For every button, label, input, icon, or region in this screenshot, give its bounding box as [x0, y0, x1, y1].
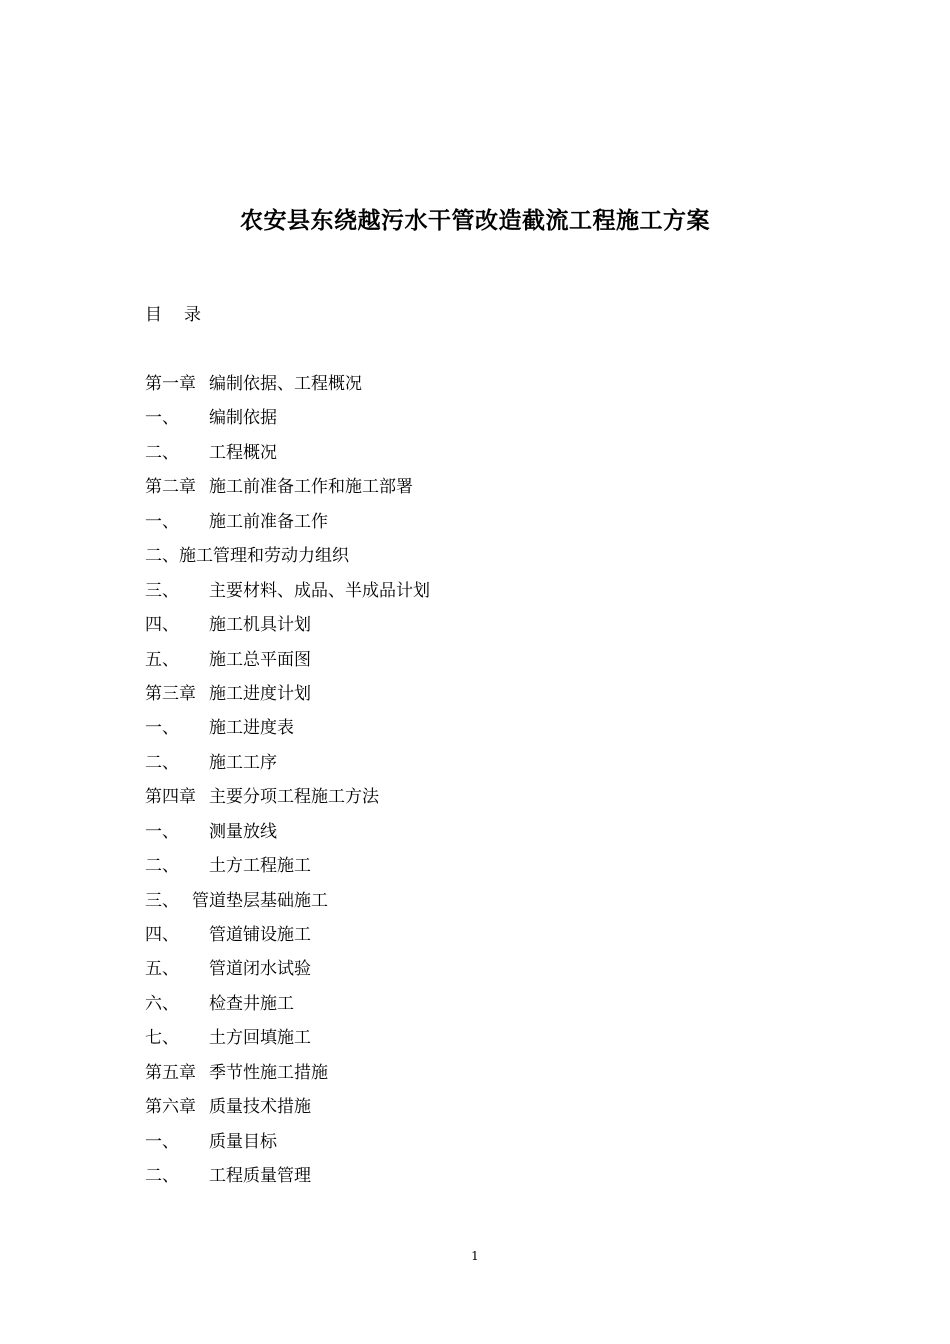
- document-title: 农安县东绕越污水干管改造截流工程施工方案: [240, 207, 710, 234]
- toc-item[interactable]: [145, 403, 430, 437]
- toc-item-text: 施工进度计划: [209, 683, 311, 704]
- toc-item[interactable]: [145, 438, 430, 472]
- page-number: 1: [471, 1249, 479, 1263]
- toc-item-number: 四、: [145, 615, 179, 636]
- toc-item-text: 施工总平面图: [209, 649, 311, 670]
- toc-item-text: 施工机具计划: [209, 615, 311, 636]
- toc-item-text: 施工进度表: [209, 718, 294, 739]
- toc-item-number: 第六章: [145, 1097, 196, 1118]
- toc-item-text: 管道铺设施工: [209, 925, 311, 945]
- toc-item[interactable]: [145, 369, 430, 403]
- toc-item-text: 季节性施工措施: [209, 1062, 328, 1083]
- toc-item[interactable]: [145, 1023, 430, 1057]
- toc-item-number: 一、: [145, 408, 179, 429]
- toc-item-text: 检查井施工: [209, 993, 294, 1014]
- toc-item[interactable]: [145, 1092, 430, 1126]
- toc-item-number: 第五章: [145, 1062, 196, 1083]
- toc-item-number: 第二章: [145, 477, 196, 498]
- toc-item-number: 二、: [145, 442, 179, 463]
- table-of-contents: [145, 369, 430, 1196]
- toc-item-number: 二、: [145, 752, 179, 773]
- toc-item[interactable]: [145, 507, 430, 541]
- toc-item-text: 土方回填施工: [209, 1028, 311, 1049]
- toc-item[interactable]: [145, 679, 430, 713]
- toc-item-number: 六、: [145, 993, 179, 1014]
- toc-item-text: 管道垫层基础施工: [192, 890, 328, 911]
- toc-item[interactable]: [145, 1161, 430, 1195]
- toc-heading: [145, 300, 201, 330]
- toc-item[interactable]: [145, 817, 430, 851]
- toc-item[interactable]: [145, 472, 430, 506]
- toc-item-number: 四、: [145, 925, 179, 945]
- toc-item-number: 三、: [145, 580, 179, 601]
- toc-item-text: 质量技术措施: [209, 1097, 311, 1118]
- toc-item[interactable]: [145, 576, 430, 610]
- toc-item-text: 施工前准备工作和施工部署: [209, 477, 413, 498]
- toc-item-number: 第一章: [145, 374, 196, 394]
- toc-item-text: 质量目标: [209, 1131, 277, 1152]
- toc-item[interactable]: [145, 748, 430, 782]
- toc-item[interactable]: [145, 886, 430, 920]
- toc-item[interactable]: [145, 851, 430, 885]
- toc-item-number: 二、: [145, 856, 179, 877]
- toc-item-number: 五、: [145, 649, 179, 670]
- toc-item-number: 一、: [145, 511, 179, 532]
- toc-item-number: 三、: [145, 890, 179, 911]
- toc-item-number: 第三章: [145, 683, 196, 704]
- toc-item[interactable]: [145, 1127, 430, 1161]
- toc-item-text: 土方工程施工: [209, 856, 311, 877]
- toc-item-text: 管道闭水试验: [209, 959, 311, 980]
- toc-item-number: 一、: [145, 821, 179, 842]
- toc-item-number: 一、: [145, 718, 179, 739]
- toc-item-text: 编制依据: [209, 408, 277, 429]
- toc-item-number: 五、: [145, 959, 179, 980]
- toc-heading-right: 录: [184, 305, 201, 325]
- toc-item-number: 一、: [145, 1131, 179, 1152]
- toc-item-number: 二、: [145, 546, 179, 567]
- toc-heading-left: 目: [145, 305, 162, 325]
- toc-item-number: 七、: [145, 1028, 179, 1049]
- toc-item[interactable]: [145, 989, 430, 1023]
- toc-item-text: 主要材料、成品、半成品计划: [209, 580, 430, 601]
- toc-item[interactable]: [145, 610, 430, 644]
- toc-item[interactable]: [145, 782, 430, 816]
- toc-item[interactable]: [145, 541, 430, 575]
- toc-item-text: 施工工序: [209, 752, 277, 773]
- toc-item[interactable]: [145, 645, 430, 679]
- toc-item-number: 第四章: [145, 787, 196, 808]
- toc-item-text: 主要分项工程施工方法: [209, 787, 379, 808]
- toc-item[interactable]: [145, 954, 430, 988]
- toc-item-text: 工程质量管理: [209, 1166, 311, 1187]
- toc-item-text: 工程概况: [209, 442, 277, 463]
- toc-item-text: 测量放线: [209, 821, 277, 842]
- toc-item[interactable]: [145, 713, 430, 747]
- toc-item-text: 施工管理和劳动力组织: [179, 546, 349, 567]
- toc-item[interactable]: [145, 920, 430, 954]
- toc-item[interactable]: [145, 1058, 430, 1092]
- toc-item-text: 编制依据、工程概况: [209, 374, 362, 394]
- toc-item-text: 施工前准备工作: [209, 511, 328, 532]
- toc-item-number: 二、: [145, 1166, 179, 1187]
